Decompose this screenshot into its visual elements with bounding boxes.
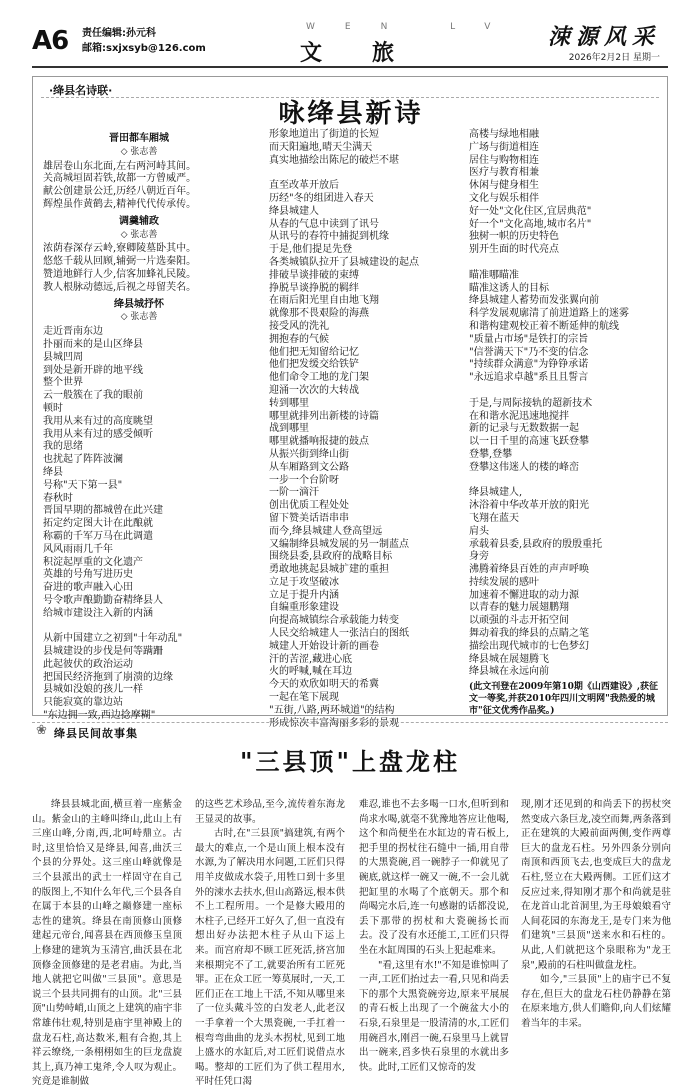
poem-line: "五街,八路,两环城道"的结构 [269,704,395,716]
poem-line: 我用从来有过的高度眺望 [43,415,153,427]
poem-line: 英雄的号角写进历史 [43,569,133,581]
poem-line [469,475,659,488]
poem-title: 调羹辅政 [119,215,159,227]
poem-line: 从振兴街到绛山街 [269,448,349,460]
masthead [0,0,700,72]
poem-line: 汗的苦涩,藏进心底 [269,653,353,665]
poem-line: 一步一个台阶呀 [269,474,339,486]
poem-line: 只能寂寞的靠边站 [43,697,123,709]
poem-line: 于是,他们提足先登 [269,244,353,256]
column-tag: 绛县民间故事集 [54,727,138,740]
poem-line: 形成惊次丰富淘丽多彩的景观 [269,717,399,729]
poem-line: 舞动着我的绛县的点睛之笔 [469,628,589,640]
editor-info [82,26,206,56]
poem-line: 他们把发缓交给铁铲 [269,359,359,371]
poem-body [469,129,659,679]
publication-note: (此文刊登在2009年第10期《山西建设》,获征文一等奖,并获2010年四川文明网"我热爱的城市"征文优秀作品奖。) [469,682,658,717]
column-tag: ·绛县名诗联· [49,84,113,97]
poem-line: 走近晋南东边 [43,326,103,338]
poem-line: 辉煌虽作黄鹤去,精神代代传承传。 [43,198,197,210]
poem-line: 风风雨雨几千年 [43,543,113,555]
poem-line: 向提高城镇综合承载能力转变 [269,615,399,627]
poem-line: 我的思绪 [43,441,83,453]
poem-line: 绛县城建人, [469,487,523,499]
poem-line: 号称"天下第一县" [43,479,123,491]
poem-line: 立足于提升内涵 [269,589,339,601]
poem-line: 又编制绛县城发展的另一制蓝点 [269,538,409,550]
poem-line: 高楼与绿地相融 [469,129,539,140]
poem-line: 登攀,登攀 [469,448,513,460]
poem-line: 从新中国建立之初到"十年动乱" [43,633,183,645]
poem-line: 绛县城在永远向前 [469,666,549,678]
poem-line: 绛县城在展翅腾飞 [469,653,549,665]
poem-line: 立足于攻坚破冰 [269,576,339,588]
poem-line: "质量占市场"是铁打的宗旨 [469,333,589,345]
poem-line: 形象地道出了街道的长短 [269,129,379,140]
poem-line: 沐浴着中华改革开放的阳光 [469,500,589,512]
poem-body [43,161,235,212]
poem-line: 排破旱谈排破的束缚 [269,269,359,281]
poem-line: 从春的气息中读到了讯号 [269,218,379,230]
poem-line: 县城凹周 [43,351,83,363]
poem-line: 接受风的洗礼 [269,320,329,332]
poem-body [269,129,439,730]
poem-line: 火的呼喊,喊在耳边 [269,666,353,678]
poem-line: 绛县城建人蓄势而发张翼向前 [469,295,599,307]
poem-line: 城建人开始设计新的画卷 [269,640,379,652]
story-column [195,798,345,1090]
poem-line: 广场与街道相连 [469,141,539,153]
poem-line: 整个世界 [43,377,83,389]
poem-line: 一起在笔下展现 [269,692,339,704]
poem-column-right [469,129,659,717]
poem-line: 给城市建设注入新的内涵 [43,607,153,619]
poem-line: 围绕县委,县政府的战略目标 [269,551,393,563]
poem-line: 称霸的千军万马在此调遣 [43,530,153,542]
poem-line: 真实地描绘出陈尼的破烂不堪 [269,154,399,166]
page-number: A6 [32,26,69,56]
poem-line: 瞄准这诱人的目标 [469,282,549,294]
poem-line [469,385,659,398]
poem-body [43,326,235,723]
poem-line: 拥抱春的气候 [269,333,329,345]
poem-line: 文化与娱乐相伴 [469,192,539,204]
poem-line: 扑丽而来的是山区绛县 [43,338,143,350]
poem-line: 历经"冬的组团进入春天 [269,192,374,204]
story-paragraph: 难忍,谁也不去多喝一口水,但听到和尚求水喝,就毫不犹豫地答应让他喝,这个和尚便坐在水缸边的青石板上,把手里的拐杖往石缝中一插,用自带的大黑瓷碗,舀一碗脖子一仰就见了碗底,就这样一碗又一碗,不一会儿就把缸里的水喝了个底朝天。那个和尚喝完水后,连一句感谢的话都没说,丢下那带的拐杖和大瓷碗扬长而去。没了没有水还能工,工匠们只得坐在水缸周围的石头上犯起难来。 [359,799,509,956]
poem-line: 从讯号的春符中捕捉到机缘 [269,231,389,243]
poem-line: "东边拥一致,西边捻摩糊" [43,710,156,722]
newspaper-brand: 涑源风采 [547,24,660,50]
poem-line: 科学发展观廓清了前进道路上的迷雾 [469,308,629,320]
poem-line [43,620,235,633]
poem-line: 登攀这伟迷人的楼的峰峦 [469,461,579,473]
poem-line: 云一般簇在了我的眼前 [43,390,143,402]
story-column [359,798,509,1075]
poem-line: 就像那不畏艰险的海燕 [269,308,369,320]
section-name: 文旅 [300,40,445,66]
story-paragraph: 绛县县城北面,横亘着一座紫金山。紫金山的主峰叫绛山,此山上有三座山峰,分南,西,北呵峙鼎立。古时,这里恰恰又是绛县,闻喜,曲沃三个县的分界处。这三座山峰就像是三个县派出的武士一样固守在自己的版图上,不知什么年代,三个县各自在属于本县的山峰之巅修建一座标志性的建筑。绛县在南顶修山顶修建起元帝台,闻喜县在西顶修玉皇顶上修建的建筑为玉清宫,曲沃县在北顶修金顶修建的是老君庙。为此,当地人就把它叫做"三县顶"。意思是说三个县共同拥有的山顶。北"三县顶"山势峙峭,山顶之上建筑的庙宇非常雄伟壮观,特别是庙宇里神殿上的盘龙石柱,高达数米,粗有合抱,其上祥云缭绕,一条栩栩如生的巨龙盘旋其上,真乃神工鬼斧,令人叹为观止。究竟是谁制做 [32,799,182,1088]
poem-line: 把国民经济拖到了崩溃的边缘 [43,671,173,683]
story-paragraph: 的这些艺术珍品,至今,流传着东海龙王显灵的故事。 [195,799,345,825]
poem-title: 晋田都车厢城 [109,133,169,144]
poem-author: ◇ 张志善 [120,312,158,323]
poem-line [269,167,439,180]
poem-line: 奋进的歌声融入心田 [43,582,133,594]
poems-section [32,76,668,729]
poem-line: 哪里就播响报捷的鼓点 [269,436,369,448]
poem-line: 挣脱旱谈挣脱的羁绊 [269,282,359,294]
poem-line: 战到哪里 [269,423,309,435]
poem-line: 休闲与健身相生 [469,180,539,192]
poem-body [43,243,235,294]
poem-line: 好一处"文化住区,宜居典范" [469,205,592,217]
poem-line: 肩头 [469,525,489,537]
poem-line: 瞄准哪瞄准 [469,269,519,281]
poem-line: 新的记录与无数数据一起 [469,423,579,435]
poem-line: 哪里就排列出新楼的诗篇 [269,410,379,422]
poem-line: 别开生面的时代亮点 [469,244,559,256]
poem-line: 号令歌声酿勤勤奋精绛县人 [43,594,163,606]
poem-line: 晋国早期的都城曾在此兴建 [43,505,163,517]
poem-line: 雄居卷山东北面,左右两河峙其间。 [43,160,197,172]
story-column [521,798,671,1032]
poem-line: 教人根脉动德远,后视之母留芙名。 [43,281,197,293]
poem-line: 加速着不懈进取的动力源 [469,589,579,601]
poem-line: 承载着县委,县政府的殷殷重托 [469,538,603,550]
poem-line: 县城如没娘的孩儿一样 [43,684,143,696]
story-section-header [32,722,668,738]
poem-line: 献公创建景公迁,历经八朝近百年。 [43,186,197,198]
poem-line: 描绘出现代城市的七色梦幻 [469,640,589,652]
poem-line: 迎涌一次次的大转战 [269,384,359,396]
poem-line: 此起彼伏的政治运动 [43,658,133,670]
poem-line: 今天的欢欣如明天的希冀 [269,679,379,691]
poem-line: 县城建设的步伐是何等蹒跚 [43,646,163,658]
poem-line: 悠悠千载从回顾,辅弼一片选秦阳。 [43,256,197,268]
flower-icon: ❀ [36,723,47,738]
poem-line: 而天阳遍地,晴天尘满天 [269,141,373,153]
poem-column-middle [269,129,439,730]
poem-line: 沸腾着绛县百姓的声声呼唤 [469,564,589,576]
poem-line: 留下赞美话语串串 [269,512,349,524]
section-pinyin: WEN LV [306,22,521,32]
poem-line: "持续群众满意"为铮铮承诺 [469,359,589,371]
poem-author: ◇ 张志善 [120,146,158,157]
poem-line: 医疗与教育相兼 [469,167,539,179]
poem-author: ◇ 张志善 [120,229,158,240]
poem-line: 他们把无知留给记忆 [269,346,359,358]
poem-line: 人民交给城建人一张洁白的图纸 [269,628,409,640]
poem-line: 赞道地鲜行人少,信客加蜂礼民陵。 [43,268,197,280]
poem-line: 持续发展的感叶 [469,576,539,588]
poem-line: 关高城垣固若铁,故都一方曾威严。 [43,173,197,185]
poem-title: 绛县城抒怀 [114,298,164,310]
poem-line: 积淀起厚重的文化遗产 [43,556,143,568]
header-rule [32,66,668,68]
poem-line: 身旁 [469,551,489,563]
poem-line: 到处是新开辟的地平线 [43,364,143,376]
story-paragraph: 如今,"三县顶"上的庙宇已不复存在,但巨大的盘龙石柱仍静静在第在原来地方,供人们瞻仰,向人们炫耀着当年的丰采。 [521,974,671,1029]
poem-line: 和谐构建观校正着不断延伸的航线 [469,320,619,332]
poem-line: 浓荫春深存云岭,寮卿陵墓卧其中。 [43,243,197,255]
poem-line: 而今,绛县城建人登高望远 [269,525,383,537]
poem-line: 创出优质工程处处 [269,500,349,512]
story-paragraph: "看,这里有水!"不知是谁惊叫了一声,工匠们抬过去一看,只见和尚丢下的那个大黑瓷碗旁边,原来平展展的青石板上出现了一个碗盆大小的石泉,石泉里是一股清清的水,工匠们用碗舀水,刚舀一碗,石泉里马上就冒出一碗来,舀多快石泉里的水就出多快。此时,工匠们又惊奇的发 [359,959,509,1073]
story-column [32,798,182,1090]
poem-line: 以青春的魅力展翅鹏翔 [469,602,569,614]
poem-line: 绛县城建人 [269,205,319,217]
poem-line: "信誉满天下"乃不变的信念 [469,346,589,358]
poem-line: 自编重形象建设 [269,602,339,614]
poem-line: 从车厢路到文公路 [269,461,349,473]
poem-line: 一阶一滴汗 [269,487,319,499]
poem-line: 在雨后阳光里自由地飞翔 [269,295,379,307]
email-line: 邮箱:sxjxsyb@126.com [82,43,206,54]
poem-line: 独树一帜的历史特色 [469,231,559,243]
poems-headline: 咏绛县新诗 [278,99,424,129]
poem-line: 以顽强的斗志开拓空间 [469,615,569,627]
poem-line: "永远追求卓越"系且且誓言 [469,372,589,384]
poem-line: 顿时 [43,402,63,414]
poem-line: 在和谐水泥迅速地搅拌 [469,410,569,422]
poem-column-left [43,129,235,723]
poem-line: 飞翔在蓝天 [469,512,519,524]
poem-line: 直至改革开放后 [269,180,339,192]
poem-line: 好一个"文化高地,城市名片" [469,218,592,230]
story-headline: "三县顶"上盘龙柱 [239,747,460,776]
poem-line: 转到哪里 [269,397,309,409]
story-paragraph: 古时,在"三县顶"搞建筑,有两个最大的难点,一个是山顶上根本没有水源,为了解决用水问题,工匠们只得用羊皮做成水袋子,用牲口到十多里外的涑水去扶水,但山高路远,根本供不上工程所用。一个是修大殿用的木柱子,已经开工好久了,但一直没有想出好办法把木柱子从山下运上来。而宫府却不顾工匠死活,挤宫加来根期完不了工,就要治所有工匠死罪。正在众工匠一筹莫展时,一天,工匠们正在工地上干活,不知从哪里来了一位头戴斗笠的白发老人,此老汉一手拿着一个大黑瓷碗,一手扛着一根弯弯曲曲的龙头木拐杖,见到工地上盛水的水缸后,对工匠们说借点水喝。整却的工匠们为了供工程用水,平时任凭口渴 [195,828,345,1088]
issue-date: 2026年2月2日 星期一 [568,53,660,63]
poem-line: 我用从来有过的感受倾听 [43,428,153,440]
poem-line: 于是,与周际接轨的超新技术 [469,397,593,409]
poem-line: 绛县 [43,466,63,478]
poem-line: 春秋时 [43,492,73,504]
poem-line: 他们命令工地的龙门架 [269,372,369,384]
poem-line: 各类城镇队拉开了县城建设的起点 [269,256,419,268]
poem-line: 居住与购物相连 [469,154,539,166]
poem-line: 拓定约定图大计在此酿就 [43,518,153,530]
poem-line: 也扰起了阵阵波澜 [43,454,123,466]
poem-line: 勇敢地挑起县城扩建的重担 [269,564,389,576]
poem-line: 以一日千里的高速飞跃登攀 [469,436,589,448]
story-paragraph: 现,刚才还见到的和尚丢下的拐杖突然变成六条巨龙,凌空而舞,两条落到正在建筑的大殿前面两侧,变作两尊巨大的盘龙石柱。另外四条分别向南顶和西顶飞去,也变成巨大的盘龙石柱,竖立在大殿两侧。工匠们这才反应过来,得知刚才那个和尚就是驻在龙首山北首洞里,为王母娘娘看守人间花园的东海龙王,是专门来为他们建筑"三县顶"送来水和石柱的。从此,人们就把这个泉眼称为"龙王泉",殿前的石柱叫做盘龙柱。 [521,799,671,971]
editor-line: 责任编辑:孙元科 [82,28,156,39]
poem-line [469,257,659,270]
